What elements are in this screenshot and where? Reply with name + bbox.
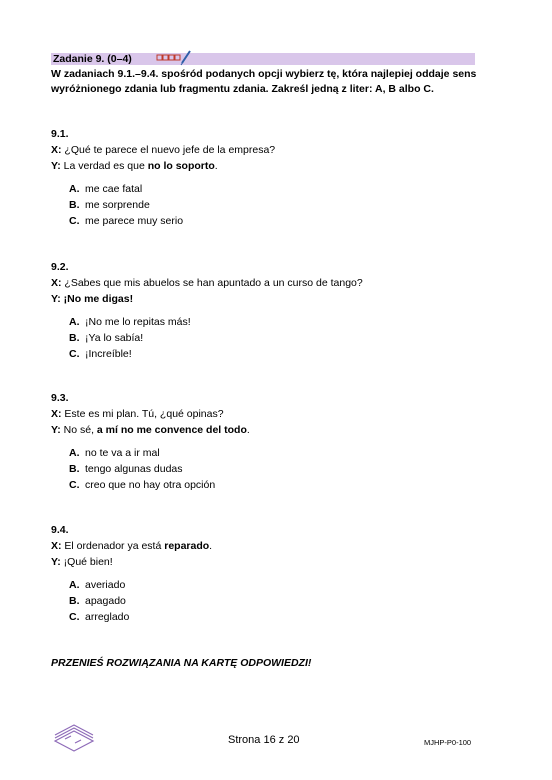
option-b[interactable]: B. ¡Ya lo sabía! [69,332,144,344]
question-9-3 [51,391,250,493]
answer-options [69,577,212,625]
option-a[interactable]: A. no te va a ir mal [69,447,160,459]
option-b[interactable]: B. apagado [69,595,126,607]
answer-options [69,181,275,229]
document-code: MJHP-P0-100 [424,738,472,747]
task-title: Zadanie 9. (0–4) [53,53,132,65]
option-c[interactable]: C. arreglado [69,611,130,623]
dialogue-x: X: ¿Qué te parece el nuevo jefe de la empresa? [51,144,276,156]
option-a[interactable]: A. ¡No me lo repitas más! [69,316,191,328]
question-number: 9.4. [51,524,69,536]
dialogue-y: Y: La verdad es que no lo soporto. [51,160,218,172]
option-b[interactable]: B. tengo algunas dudas [69,463,183,475]
dialogue-x: X: Este es mi plan. Tú, ¿qué opinas? [51,408,224,420]
transfer-answers-note: PRZENIEŚ ROZWIĄZANIA NA KARTĘ ODPOWIEDZI! [51,657,312,669]
dialogue-x: X: ¿Sabes que mis abuelos se han apuntado a un curso de tango? [51,277,363,289]
score-boxes-pen-icon [156,49,192,67]
option-a[interactable]: A. me cae fatal [69,183,143,195]
dialogue-y: Y: ¡Qué bien! [51,556,113,568]
question-9-2 [51,260,363,362]
answer-options [69,314,363,362]
option-c[interactable]: C. ¡Increíble! [69,348,132,360]
page-number: Strona 16 z 20 [228,734,300,746]
dialogue-y: Y: No sé, a mí no me convence del todo. [51,424,250,436]
dialogue-x: X: El ordenador ya está reparado. [51,540,213,552]
option-c[interactable]: C. me parece muy serio [69,215,184,227]
task-instruction: W zadaniach 9.1.–9.4. spośród podanych opcji wybierz tę, która najlepiej oddaje sens wyróżnionego zdania lub fragmentu zdania. Zakreśl jedną z liter: A, B albo C. [51,68,477,95]
answer-options [69,445,250,493]
question-number: 9.1. [51,128,69,140]
option-b[interactable]: B. me sorprende [69,199,150,211]
question-9-1 [51,127,275,229]
question-number: 9.3. [51,392,69,404]
option-c[interactable]: C. creo que no hay otra opción [69,479,216,491]
cke-logo-icon [51,723,97,753]
dialogue-y: Y: ¡No me digas! [51,293,134,305]
question-9-4 [51,523,212,625]
question-number: 9.2. [51,261,69,273]
option-a[interactable]: A. averiado [69,579,126,591]
